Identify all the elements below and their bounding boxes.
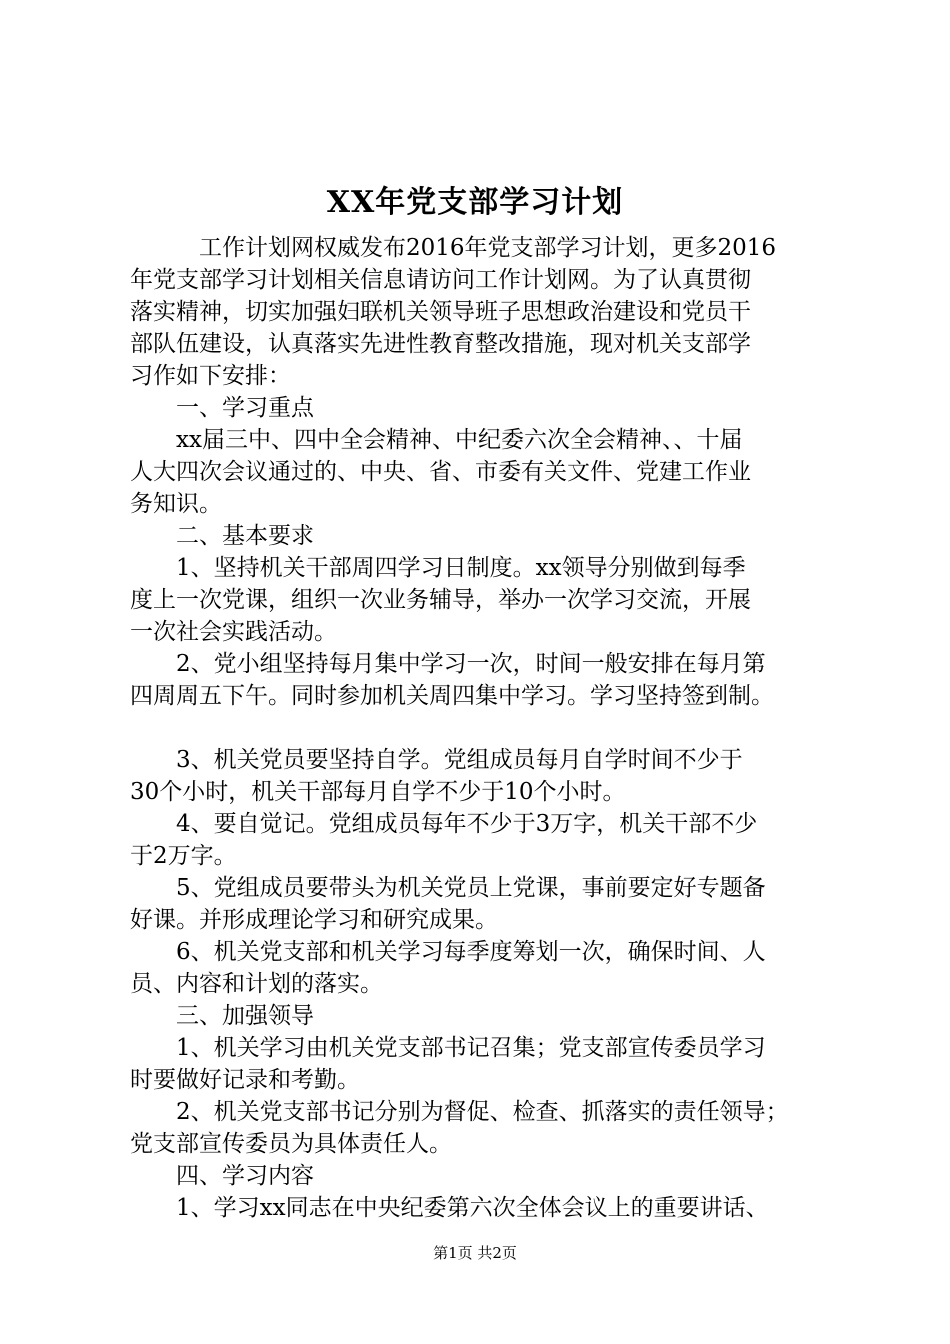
page-footer: 第1页 共2页: [433, 1244, 517, 1262]
section-heading: 三、加强领导: [130, 1003, 314, 1029]
document-title: XX年党支部学习计划: [326, 185, 624, 220]
section-heading: 二、基本要求: [130, 523, 314, 549]
paragraph-line: 1、坚持机关干部周四学习日制度。xx领导分别做到每季: [130, 555, 746, 581]
paragraph-line: 度上一次党课，组织一次业务辅导，举办一次学习交流，开展: [130, 587, 751, 613]
paragraph-line: 1、机关学习由机关党支部书记召集；党支部宣传委员学习: [130, 1035, 766, 1061]
paragraph-line: 年党支部学习计划相关信息请访问工作计划网。为了认真贯彻: [130, 267, 751, 293]
paragraph-line: 于2万字。: [130, 843, 237, 869]
paragraph-line: 5、党组成员要带头为机关党员上党课，事前要定好专题备: [130, 875, 766, 901]
paragraph-line: 部队伍建设，认真落实先进性教育整改措施，现对机关支部学: [130, 331, 751, 357]
paragraph-line: 时要做好记录和考勤。: [130, 1067, 360, 1093]
paragraph-line: 6、机关党支部和机关学习每季度筹划一次，确保时间、人: [130, 939, 766, 965]
paragraph-line: 人大四次会议通过的、中央、省、市委有关文件、党建工作业: [130, 459, 751, 485]
paragraph-line: 工作计划网权威发布2016年党支部学习计划，更多2016: [130, 235, 777, 261]
paragraph-line: 习作如下安排：: [130, 363, 291, 389]
section-heading: 四、学习内容: [130, 1163, 314, 1189]
paragraph-line: 2、党小组坚持每月集中学习一次，时间一般安排在每月第: [130, 651, 766, 677]
paragraph-line: 一次社会实践活动。: [130, 619, 337, 645]
paragraph-line: 好课。并形成理论学习和研究成果。: [130, 907, 498, 933]
paragraph-line: 3、机关党员要坚持自学。党组成员每月自学时间不少于: [130, 747, 743, 773]
document-body: [130, 232, 842, 1224]
section-heading: 一、学习重点: [130, 395, 314, 421]
paragraph-line: 员、内容和计划的落实。: [130, 971, 383, 997]
paragraph-line: 4、要自觉记。党组成员每年不少于3万字，机关干部不少: [130, 811, 758, 837]
paragraph-line: 1、学习xx同志在中央纪委第六次全体会议上的重要讲话、: [130, 1195, 769, 1221]
paragraph-line: 四周周五下午。同时参加机关周四集中学习。学习坚持签到制。: [130, 683, 774, 709]
paragraph-line: 党支部宣传委员为具体责任人。: [130, 1131, 452, 1157]
paragraph-line: 务知识。: [130, 491, 222, 517]
paragraph-line: 2、机关党支部书记分别为督促、检查、抓落实的责任领导；: [130, 1099, 789, 1125]
paragraph-line: xx届三中、四中全会精神、中纪委六次全会精神、、十届: [130, 427, 743, 453]
paragraph-line: 落实精神，切实加强妇联机关领导班子思想政治建设和党员干: [130, 299, 751, 325]
paragraph-line: 30个小时，机关干部每月自学不少于10个小时。: [130, 779, 626, 805]
